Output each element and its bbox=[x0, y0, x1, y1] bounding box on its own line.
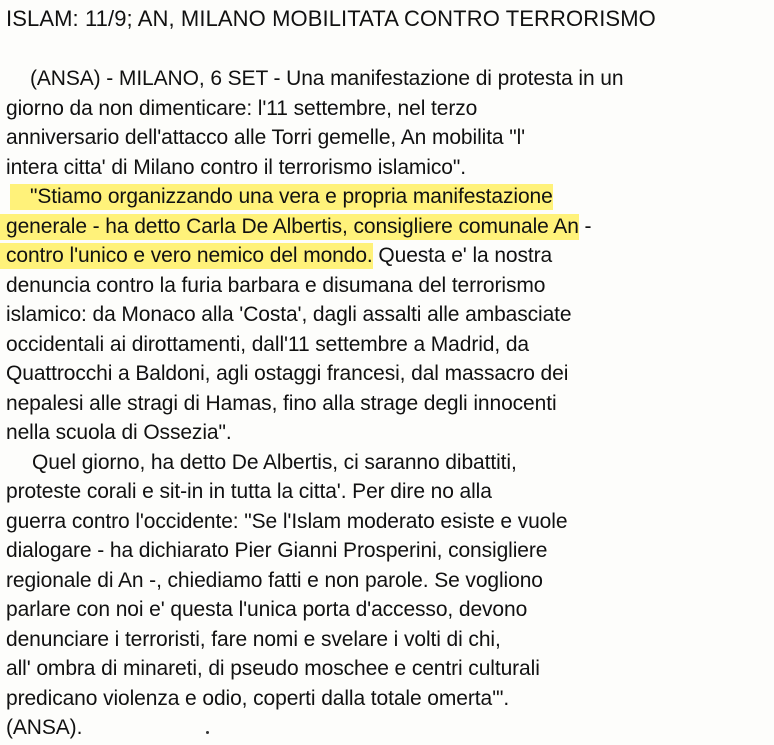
text-line: occidentali ai dirottamenti, dall'11 settembre a Madrid, da bbox=[6, 332, 529, 356]
text-line: giorno da non dimenticare: l'11 settembre, nel terzo bbox=[6, 96, 478, 120]
highlighted-text: "Stiamo organizzando una vera e propria manifestazione bbox=[10, 184, 553, 210]
text-line: nepalesi alle stragi di Hamas, fino alla strage degli innocenti bbox=[6, 391, 557, 415]
paragraph-3 bbox=[6, 448, 772, 743]
highlighted-text: generale - ha detto Carla De Albertis, consigliere comunale An bbox=[0, 214, 579, 240]
text-line: intera citta' di Milano contro il terrorismo islamico". bbox=[6, 155, 466, 179]
article-body bbox=[6, 64, 772, 743]
text-line: Quattrocchi a Baldoni, agli ostaggi francesi, dal massacro dei bbox=[6, 362, 569, 385]
text-line: dialogare - ha dichiarato Pier Gianni Prosperini, consigliere bbox=[6, 539, 548, 562]
paragraph-2 bbox=[6, 182, 772, 448]
scan-speck bbox=[206, 731, 209, 734]
headline: ISLAM: 11/9; AN, MILANO MOBILITATA CONTRO TERRORISMO bbox=[6, 6, 656, 31]
text-line: predicano violenza e odio, coperti dalla totale omerta'". bbox=[6, 686, 510, 710]
text-line: nella scuola di Ossezia". bbox=[6, 421, 232, 444]
text-line: anniversario dell'attacco alle Torri gemelle, An mobilita "l' bbox=[6, 126, 526, 149]
paragraph-1 bbox=[6, 64, 772, 182]
text-line bbox=[6, 241, 772, 271]
text-line: (ANSA). bbox=[6, 716, 83, 739]
text-line: regionale di An -, chiediamo fatti e non parole. Se vogliono bbox=[6, 568, 543, 592]
plain-text: Questa e' la nostra bbox=[372, 244, 553, 267]
text-line: denuncia contro la furia barbara e disumana del terrorismo bbox=[6, 273, 546, 297]
plain-text: - bbox=[578, 214, 592, 238]
text-line bbox=[6, 212, 772, 242]
text-line: (ANSA) - MILANO, 6 SET - Una manifestazione di protesta in un bbox=[30, 67, 624, 90]
text-line: parlare con noi e' questa l'unica porta d'accesso, devono bbox=[6, 598, 528, 621]
text-line: Quel giorno, ha detto De Albertis, ci saranno dibattiti, bbox=[32, 450, 517, 474]
text-line bbox=[6, 182, 772, 212]
text-line: islamico: da Monaco alla 'Costa', dagli assalti alle ambasciate bbox=[6, 303, 572, 326]
text-line: all' ombra di minareti, di pseudo moschee e centri culturali bbox=[6, 657, 540, 680]
text-line: denunciare i terroristi, fare nomi e svelare i volti di chi, bbox=[6, 627, 501, 651]
text-line: guerra contro l'occidente: "Se l'Islam moderato esiste e vuole bbox=[6, 509, 568, 533]
text-line: proteste corali e sit-in in tutta la citta'. Per dire no alla bbox=[6, 480, 492, 503]
highlighted-text: contro l'unico e vero nemico del mondo. bbox=[0, 243, 373, 269]
